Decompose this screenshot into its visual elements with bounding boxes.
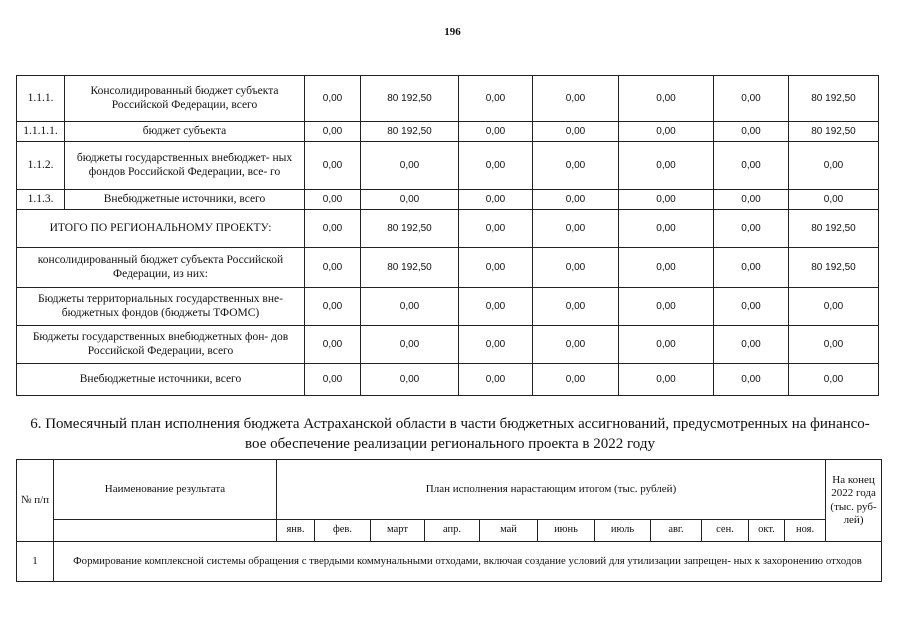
month-header: фев.: [315, 520, 371, 542]
value-cell: 0,00: [533, 122, 619, 142]
summary-name: Бюджеты государственных внебюджетных фон- дов Российской Федерации, всего: [17, 326, 305, 364]
value-cell: 80 192,50: [789, 76, 879, 122]
section-heading: [16, 414, 884, 454]
value-cell: 0,00: [533, 210, 619, 248]
value-cell: 0,00: [459, 248, 533, 288]
value-cell: 80 192,50: [361, 248, 459, 288]
value-cell: 0,00: [305, 190, 361, 210]
month-header: авг.: [651, 520, 702, 542]
value-cell: 0,00: [714, 288, 789, 326]
header-plan: План исполнения нарастающим итогом (тыс. рублей): [277, 460, 826, 520]
value-cell: 0,00: [305, 326, 361, 364]
value-cell: 0,00: [714, 248, 789, 288]
value-cell: 0,00: [789, 288, 879, 326]
value-cell: 0,00: [305, 288, 361, 326]
section-heading-line2: вое обеспечение реализации регионального проекта в 2022 году: [245, 436, 655, 452]
table-row: [17, 190, 879, 210]
header-year-end: На конец 2022 года (тыс. руб- лей): [826, 460, 882, 542]
row-code: 1.1.1.: [17, 76, 65, 122]
value-cell: 0,00: [789, 326, 879, 364]
value-cell: 80 192,50: [789, 248, 879, 288]
value-cell: 0,00: [305, 76, 361, 122]
month-header: ноя.: [785, 520, 826, 542]
value-cell: 0,00: [714, 364, 789, 396]
value-cell: 0,00: [305, 210, 361, 248]
table-row: [17, 122, 879, 142]
result-name: Формирование комплексной системы обращения с твердыми коммунальными отходами, включая создание условий для утилизации запрещен- ных к захоронению отходов: [54, 542, 882, 582]
value-cell: 0,00: [789, 142, 879, 190]
value-cell: 0,00: [533, 326, 619, 364]
value-cell: 0,00: [459, 364, 533, 396]
row-name: Консолидированный бюджет субъекта Российской Федерации, всего: [65, 76, 305, 122]
value-cell: 0,00: [789, 364, 879, 396]
value-cell: 0,00: [361, 364, 459, 396]
month-header: окт.: [749, 520, 785, 542]
value-cell: 0,00: [459, 190, 533, 210]
row-code: 1.1.3.: [17, 190, 65, 210]
value-cell: 80 192,50: [361, 76, 459, 122]
value-cell: 0,00: [714, 142, 789, 190]
value-cell: 0,00: [305, 122, 361, 142]
value-cell: 0,00: [459, 142, 533, 190]
month-header: сен.: [702, 520, 749, 542]
value-cell: 80 192,50: [361, 122, 459, 142]
page-number: 196: [444, 26, 461, 38]
value-cell: 0,00: [619, 326, 714, 364]
summary-name: Внебюджетные источники, всего: [17, 364, 305, 396]
value-cell: 0,00: [714, 190, 789, 210]
value-cell: 0,00: [361, 326, 459, 364]
summary-row: [17, 326, 879, 364]
summary-name: ИТОГО ПО РЕГИОНАЛЬНОМУ ПРОЕКТУ:: [17, 210, 305, 248]
value-cell: 0,00: [305, 142, 361, 190]
month-header: май: [480, 520, 538, 542]
table-row: [17, 142, 879, 190]
summary-name: Бюджеты территориальных государственных вне- бюджетных фондов (бюджеты ТФОМС): [17, 288, 305, 326]
value-cell: 0,00: [533, 248, 619, 288]
value-cell: 0,00: [533, 76, 619, 122]
summary-row: [17, 288, 879, 326]
row-name: бюджет субъекта: [65, 122, 305, 142]
row-number: 1: [17, 542, 54, 582]
section-heading-line1: 6. Помесячный план исполнения бюджета Астраханской области в части бюджетных ассигнований, предусмотренных на финансо-: [30, 416, 870, 432]
value-cell: 0,00: [619, 190, 714, 210]
value-cell: 0,00: [533, 364, 619, 396]
value-cell: 0,00: [714, 326, 789, 364]
value-cell: 0,00: [619, 288, 714, 326]
monthly-plan-table: [16, 459, 882, 582]
value-cell: 0,00: [619, 210, 714, 248]
value-cell: 0,00: [619, 142, 714, 190]
month-header: апр.: [425, 520, 480, 542]
value-cell: 0,00: [305, 248, 361, 288]
row-code: 1.1.2.: [17, 142, 65, 190]
value-cell: 0,00: [714, 122, 789, 142]
value-cell: 0,00: [619, 76, 714, 122]
value-cell: 0,00: [789, 190, 879, 210]
budget-table: [16, 75, 879, 396]
value-cell: 0,00: [459, 210, 533, 248]
value-cell: 80 192,50: [789, 122, 879, 142]
value-cell: 0,00: [361, 190, 459, 210]
value-cell: 0,00: [533, 190, 619, 210]
value-cell: 0,00: [714, 210, 789, 248]
row-code: 1.1.1.1.: [17, 122, 65, 142]
value-cell: 0,00: [619, 364, 714, 396]
value-cell: 0,00: [533, 288, 619, 326]
value-cell: 0,00: [714, 76, 789, 122]
header-result-name-empty: [54, 520, 277, 542]
value-cell: 80 192,50: [361, 210, 459, 248]
value-cell: 0,00: [459, 122, 533, 142]
value-cell: 0,00: [459, 76, 533, 122]
value-cell: 0,00: [305, 364, 361, 396]
row-name: бюджеты государственных внебюджет- ных фондов Российской Федерации, все- го: [65, 142, 305, 190]
summary-row: [17, 248, 879, 288]
value-cell: 0,00: [459, 326, 533, 364]
summary-name: консолидированный бюджет субъекта Российской Федерации, из них:: [17, 248, 305, 288]
value-cell: 80 192,50: [789, 210, 879, 248]
value-cell: 0,00: [533, 142, 619, 190]
month-header: янв.: [277, 520, 315, 542]
month-header: март: [371, 520, 425, 542]
summary-row: [17, 210, 879, 248]
table-row: [17, 76, 879, 122]
header-result-name: Наименование результата: [54, 460, 277, 520]
value-cell: 0,00: [361, 288, 459, 326]
value-cell: 0,00: [459, 288, 533, 326]
summary-row: [17, 364, 879, 396]
month-header: июль: [595, 520, 651, 542]
value-cell: 0,00: [619, 248, 714, 288]
header-number: № п/п: [17, 460, 54, 542]
row-name: Внебюджетные источники, всего: [65, 190, 305, 210]
value-cell: 0,00: [619, 122, 714, 142]
month-header: июнь: [538, 520, 595, 542]
value-cell: 0,00: [361, 142, 459, 190]
